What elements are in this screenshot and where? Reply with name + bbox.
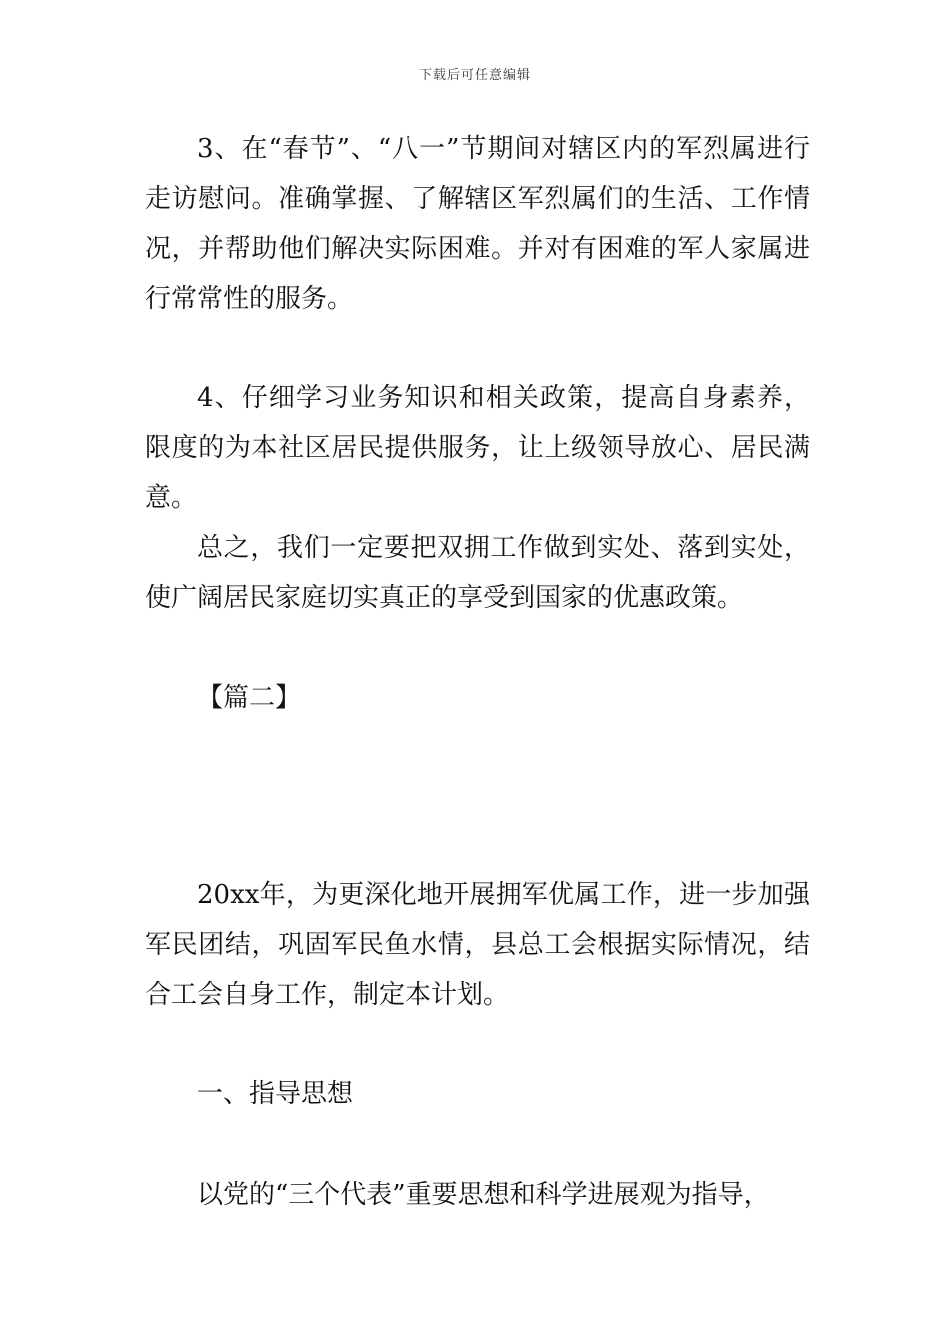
paragraph-text: 3、在“春节”、“八一”节期间对辖区内的军烈属进行走访慰问。准确掌握、了解辖区军烈属们的生活、工作情况，并帮助他们解决实际困难。并对有困难的军人家属进行常常性的服务。: [145, 134, 810, 314]
paragraph-summary: [145, 523, 810, 623]
heading-text: 一、指导思想: [197, 1079, 354, 1109]
paragraph-text: 总之，我们一定要把双拥工作做到实处、落到实处，使广阔居民家庭切实真正的享受到国家的优惠政策。: [145, 533, 810, 613]
section-heading-two: [145, 673, 810, 723]
paragraph-text: 以党的“三个代表”重要思想和科学进展观为指导，: [197, 1180, 770, 1210]
paragraph-text: 20xx年，为更深化地开展拥军优属工作，进一步加强军民团结，巩固军民鱼水情，县总工会根据实际情况，结合工会自身工作，制定本计划。: [145, 880, 810, 1010]
section-heading-text: 【篇二】: [197, 683, 302, 713]
paragraph-item-3: [145, 124, 810, 324]
paragraph-intro: [145, 870, 810, 1020]
paragraph-guideline: [145, 1170, 810, 1220]
paragraph-item-4: [145, 373, 810, 523]
heading-guiding-thought: [145, 1069, 810, 1119]
header-note: 下载后可任意编辑: [418, 68, 531, 83]
paragraph-text: 4、仔细学习业务知识和相关政策，提高自身素养，限度的为本社区居民提供服务，让上级领导放心、居民满意。: [145, 383, 810, 513]
